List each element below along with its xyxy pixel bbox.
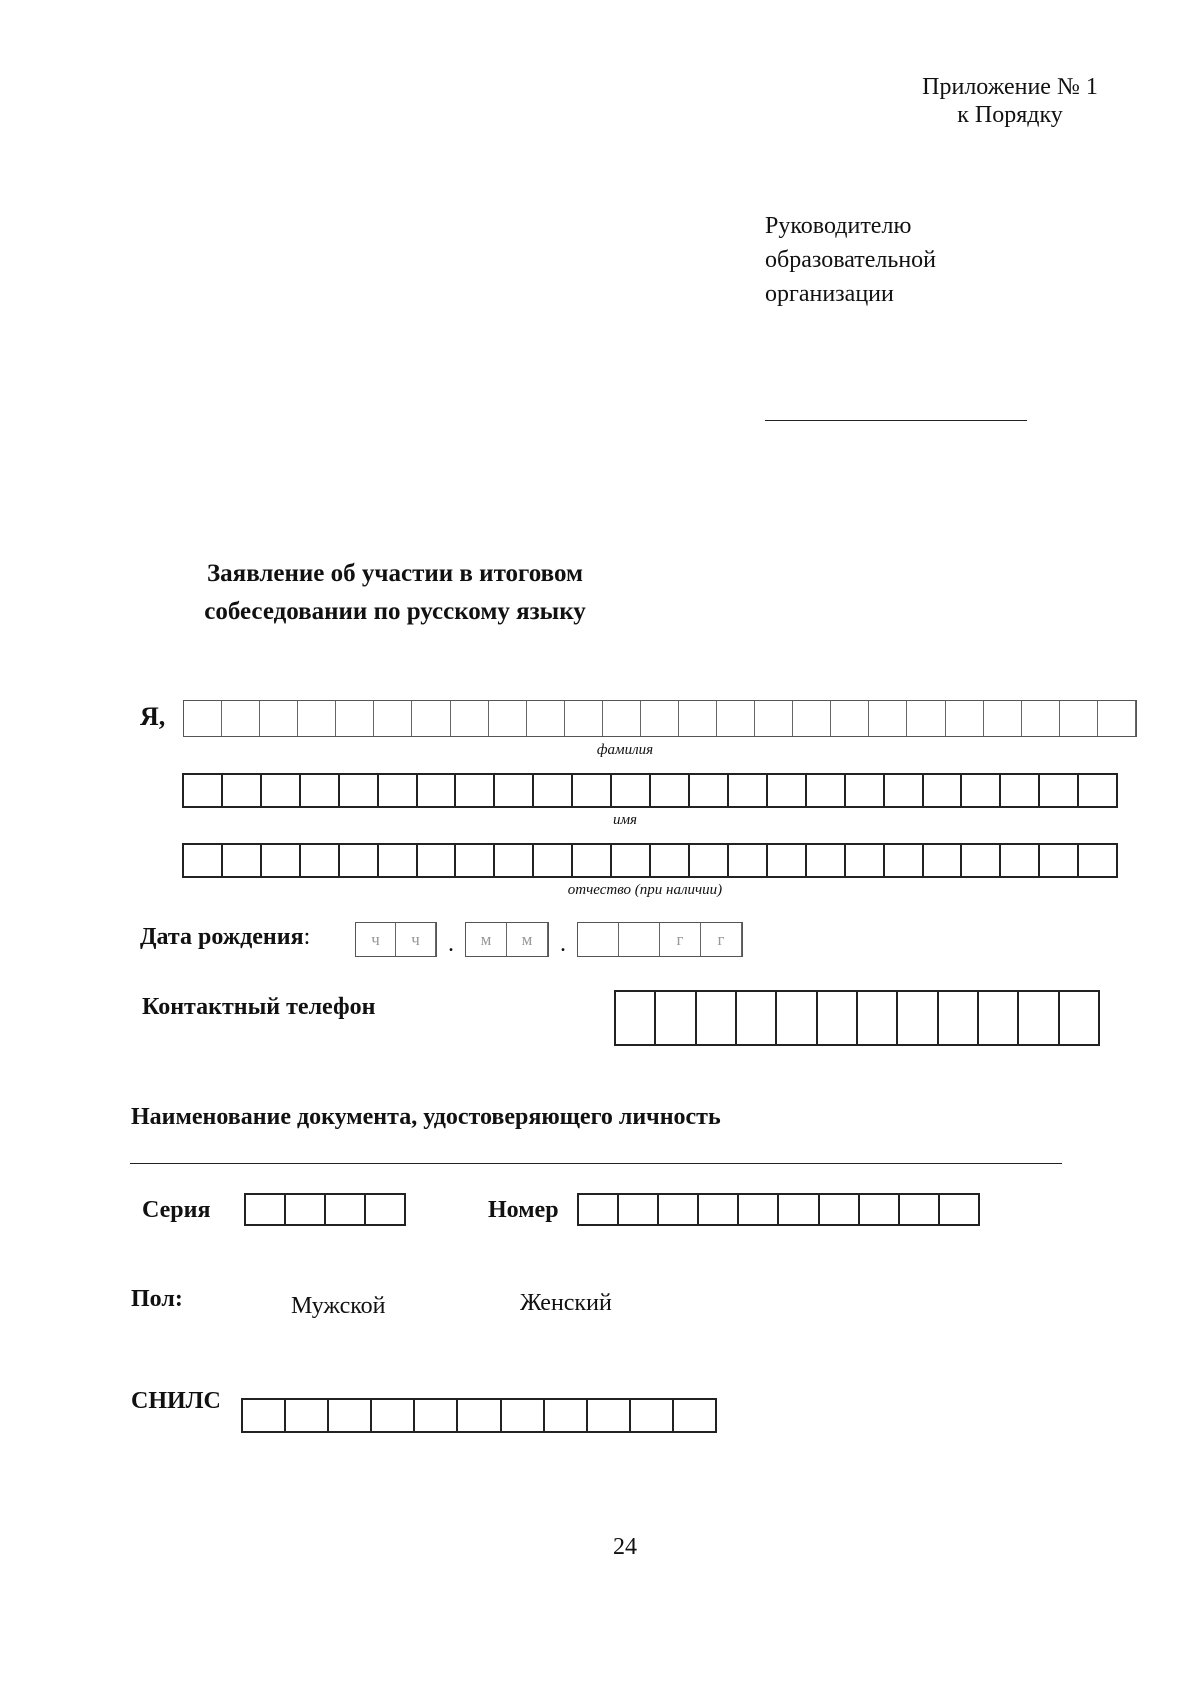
number-cell[interactable] <box>900 1195 940 1224</box>
dob-day-cell[interactable]: ч <box>396 923 436 956</box>
name-cell[interactable] <box>651 775 690 806</box>
dob-separator: . <box>448 931 454 957</box>
patronymic-cell[interactable] <box>379 845 418 876</box>
phone-cell[interactable] <box>858 992 898 1044</box>
dob-month-cells[interactable] <box>465 922 549 957</box>
dob-label-wrap <box>140 920 310 954</box>
surname-cell[interactable] <box>489 701 527 736</box>
surname-cells[interactable] <box>183 700 1137 737</box>
snils-cell[interactable] <box>588 1400 631 1431</box>
name-cell[interactable] <box>690 775 729 806</box>
number-label: Номер <box>488 1197 559 1223</box>
phone-cell[interactable] <box>1019 992 1059 1044</box>
gender-female-option[interactable]: Женский <box>520 1290 612 1316</box>
title-line-2: собеседовании по русскому языку <box>204 598 586 625</box>
snils-cell[interactable] <box>243 1400 286 1431</box>
page-number: 24 <box>613 1534 637 1560</box>
name-cell[interactable] <box>534 775 573 806</box>
document-name-line[interactable] <box>130 1163 1062 1164</box>
patronymic-cell[interactable] <box>612 845 651 876</box>
patronymic-cell[interactable] <box>573 845 612 876</box>
surname-cell[interactable] <box>641 701 679 736</box>
addressee-line-2: образовательной <box>765 247 936 273</box>
name-cell[interactable] <box>223 775 262 806</box>
patronymic-cell[interactable] <box>768 845 807 876</box>
appendix-heading <box>890 70 1130 132</box>
document-title <box>155 555 635 631</box>
name-cell[interactable] <box>962 775 1001 806</box>
snils-cell[interactable] <box>502 1400 545 1431</box>
name-cell[interactable] <box>1040 775 1079 806</box>
dob-separator: . <box>560 931 566 957</box>
surname-cell[interactable] <box>260 701 298 736</box>
phone-cell[interactable] <box>818 992 858 1044</box>
phone-cell[interactable] <box>777 992 817 1044</box>
number-cell[interactable] <box>579 1195 619 1224</box>
patronymic-cell[interactable] <box>301 845 340 876</box>
surname-cell[interactable] <box>412 701 450 736</box>
patronymic-cell[interactable] <box>534 845 573 876</box>
name-cell[interactable] <box>379 775 418 806</box>
name-cell[interactable] <box>573 775 612 806</box>
dob-day-cell[interactable]: ч <box>356 923 396 956</box>
dob-year-cell[interactable] <box>578 923 619 956</box>
surname-cell[interactable] <box>336 701 374 736</box>
surname-cell[interactable] <box>946 701 984 736</box>
name-cell[interactable] <box>1079 775 1116 806</box>
name-cell[interactable] <box>885 775 924 806</box>
series-label: Серия <box>142 1197 211 1223</box>
dob-colon: : <box>303 924 311 950</box>
name-cell[interactable] <box>1001 775 1040 806</box>
patronymic-cell[interactable] <box>223 845 262 876</box>
surname-caption: фамилия <box>596 742 654 758</box>
number-cell[interactable] <box>699 1195 739 1224</box>
surname-cell[interactable] <box>1098 701 1136 736</box>
surname-cell[interactable] <box>374 701 412 736</box>
patronymic-cell[interactable] <box>340 845 379 876</box>
snils-cell[interactable] <box>329 1400 372 1431</box>
series-cell[interactable] <box>366 1195 404 1224</box>
surname-cell[interactable] <box>907 701 945 736</box>
dob-year-cell[interactable]: г <box>701 923 742 956</box>
dob-month-cell[interactable]: м <box>507 923 548 956</box>
dob-day-cells[interactable] <box>355 922 437 957</box>
patronymic-cell[interactable] <box>1040 845 1079 876</box>
patronymic-cell[interactable] <box>495 845 534 876</box>
surname-cell[interactable] <box>1022 701 1060 736</box>
number-cell[interactable] <box>659 1195 699 1224</box>
phone-cell[interactable] <box>979 992 1019 1044</box>
number-cell[interactable] <box>820 1195 860 1224</box>
name-cell[interactable] <box>768 775 807 806</box>
phone-label: Контактный телефон <box>142 994 376 1020</box>
surname-cell[interactable] <box>984 701 1022 736</box>
patronymic-cell[interactable] <box>729 845 768 876</box>
dob-month-cell[interactable]: м <box>466 923 507 956</box>
name-caption: имя <box>612 812 638 828</box>
snils-cell[interactable] <box>415 1400 458 1431</box>
phone-cell[interactable] <box>616 992 656 1044</box>
surname-cell[interactable] <box>184 701 222 736</box>
surname-cell[interactable] <box>451 701 489 736</box>
snils-cell[interactable] <box>286 1400 329 1431</box>
snils-label: СНИЛС <box>131 1388 221 1414</box>
number-cell[interactable] <box>860 1195 900 1224</box>
snils-cell[interactable] <box>372 1400 415 1431</box>
dob-year-cells[interactable] <box>577 922 743 957</box>
name-cell[interactable] <box>924 775 963 806</box>
phone-cells[interactable] <box>614 990 1100 1046</box>
series-cells[interactable] <box>244 1193 406 1226</box>
surname-cell[interactable] <box>1060 701 1098 736</box>
number-cell[interactable] <box>779 1195 819 1224</box>
phone-cell[interactable] <box>656 992 696 1044</box>
patronymic-cell[interactable] <box>1079 845 1116 876</box>
name-cell[interactable] <box>729 775 768 806</box>
surname-cell[interactable] <box>869 701 907 736</box>
name-cell[interactable] <box>456 775 495 806</box>
number-cells[interactable] <box>577 1193 980 1226</box>
name-cell[interactable] <box>340 775 379 806</box>
patronymic-cell[interactable] <box>690 845 729 876</box>
appendix-line-1: Приложение № 1 <box>922 74 1098 100</box>
name-cell[interactable] <box>301 775 340 806</box>
patronymic-cell[interactable] <box>262 845 301 876</box>
addressee-block <box>765 209 936 311</box>
i-label: Я, <box>140 702 166 731</box>
name-cell[interactable] <box>262 775 301 806</box>
surname-cell[interactable] <box>793 701 831 736</box>
surname-cell[interactable] <box>527 701 565 736</box>
snils-cells[interactable] <box>241 1398 717 1433</box>
gender-label: Пол: <box>131 1286 183 1312</box>
patronymic-cell[interactable] <box>924 845 963 876</box>
document-label: Наименование документа, удостоверяющего личность <box>131 1104 721 1130</box>
addressee-name-line[interactable] <box>765 420 1027 421</box>
dob-year-cell[interactable] <box>619 923 660 956</box>
surname-cell[interactable] <box>755 701 793 736</box>
patronymic-cell[interactable] <box>885 845 924 876</box>
patronymic-cells[interactable] <box>182 843 1118 878</box>
patronymic-cell[interactable] <box>807 845 846 876</box>
dob-label: Дата рождения <box>140 924 304 950</box>
name-cell[interactable] <box>807 775 846 806</box>
surname-cell[interactable] <box>603 701 641 736</box>
surname-cell[interactable] <box>298 701 336 736</box>
surname-cell[interactable] <box>565 701 603 736</box>
title-line-1: Заявление об участии в итоговом <box>206 560 584 587</box>
phone-cell[interactable] <box>1060 992 1098 1044</box>
phone-cell[interactable] <box>898 992 938 1044</box>
surname-cell[interactable] <box>222 701 260 736</box>
phone-cell[interactable] <box>697 992 737 1044</box>
patronymic-cell[interactable] <box>846 845 885 876</box>
name-cell[interactable] <box>184 775 223 806</box>
addressee-line-3: организации <box>765 281 894 307</box>
patronymic-cell[interactable] <box>418 845 457 876</box>
series-cell[interactable] <box>286 1195 326 1224</box>
patronymic-caption: отчество (при наличии) <box>567 882 723 898</box>
snils-cell[interactable] <box>458 1400 501 1431</box>
name-cell[interactable] <box>846 775 885 806</box>
number-cell[interactable] <box>940 1195 978 1224</box>
snils-cell[interactable] <box>631 1400 674 1431</box>
patronymic-cell[interactable] <box>184 845 223 876</box>
addressee-line-1: Руководителю <box>765 213 912 239</box>
name-cells[interactable] <box>182 773 1118 808</box>
patronymic-cell[interactable] <box>962 845 1001 876</box>
appendix-line-2: к Порядку <box>957 102 1063 128</box>
surname-cell[interactable] <box>717 701 755 736</box>
surname-cell[interactable] <box>831 701 869 736</box>
snils-cell[interactable] <box>545 1400 588 1431</box>
patronymic-cell[interactable] <box>456 845 495 876</box>
surname-cell[interactable] <box>679 701 717 736</box>
phone-cell[interactable] <box>939 992 979 1044</box>
name-cell[interactable] <box>612 775 651 806</box>
gender-male-option[interactable]: Мужской <box>291 1293 386 1319</box>
number-cell[interactable] <box>739 1195 779 1224</box>
phone-cell[interactable] <box>737 992 777 1044</box>
snils-cell[interactable] <box>674 1400 715 1431</box>
patronymic-cell[interactable] <box>1001 845 1040 876</box>
name-cell[interactable] <box>418 775 457 806</box>
series-cell[interactable] <box>326 1195 366 1224</box>
series-cell[interactable] <box>246 1195 286 1224</box>
number-cell[interactable] <box>619 1195 659 1224</box>
name-cell[interactable] <box>495 775 534 806</box>
patronymic-cell[interactable] <box>651 845 690 876</box>
dob-year-cell[interactable]: г <box>660 923 701 956</box>
